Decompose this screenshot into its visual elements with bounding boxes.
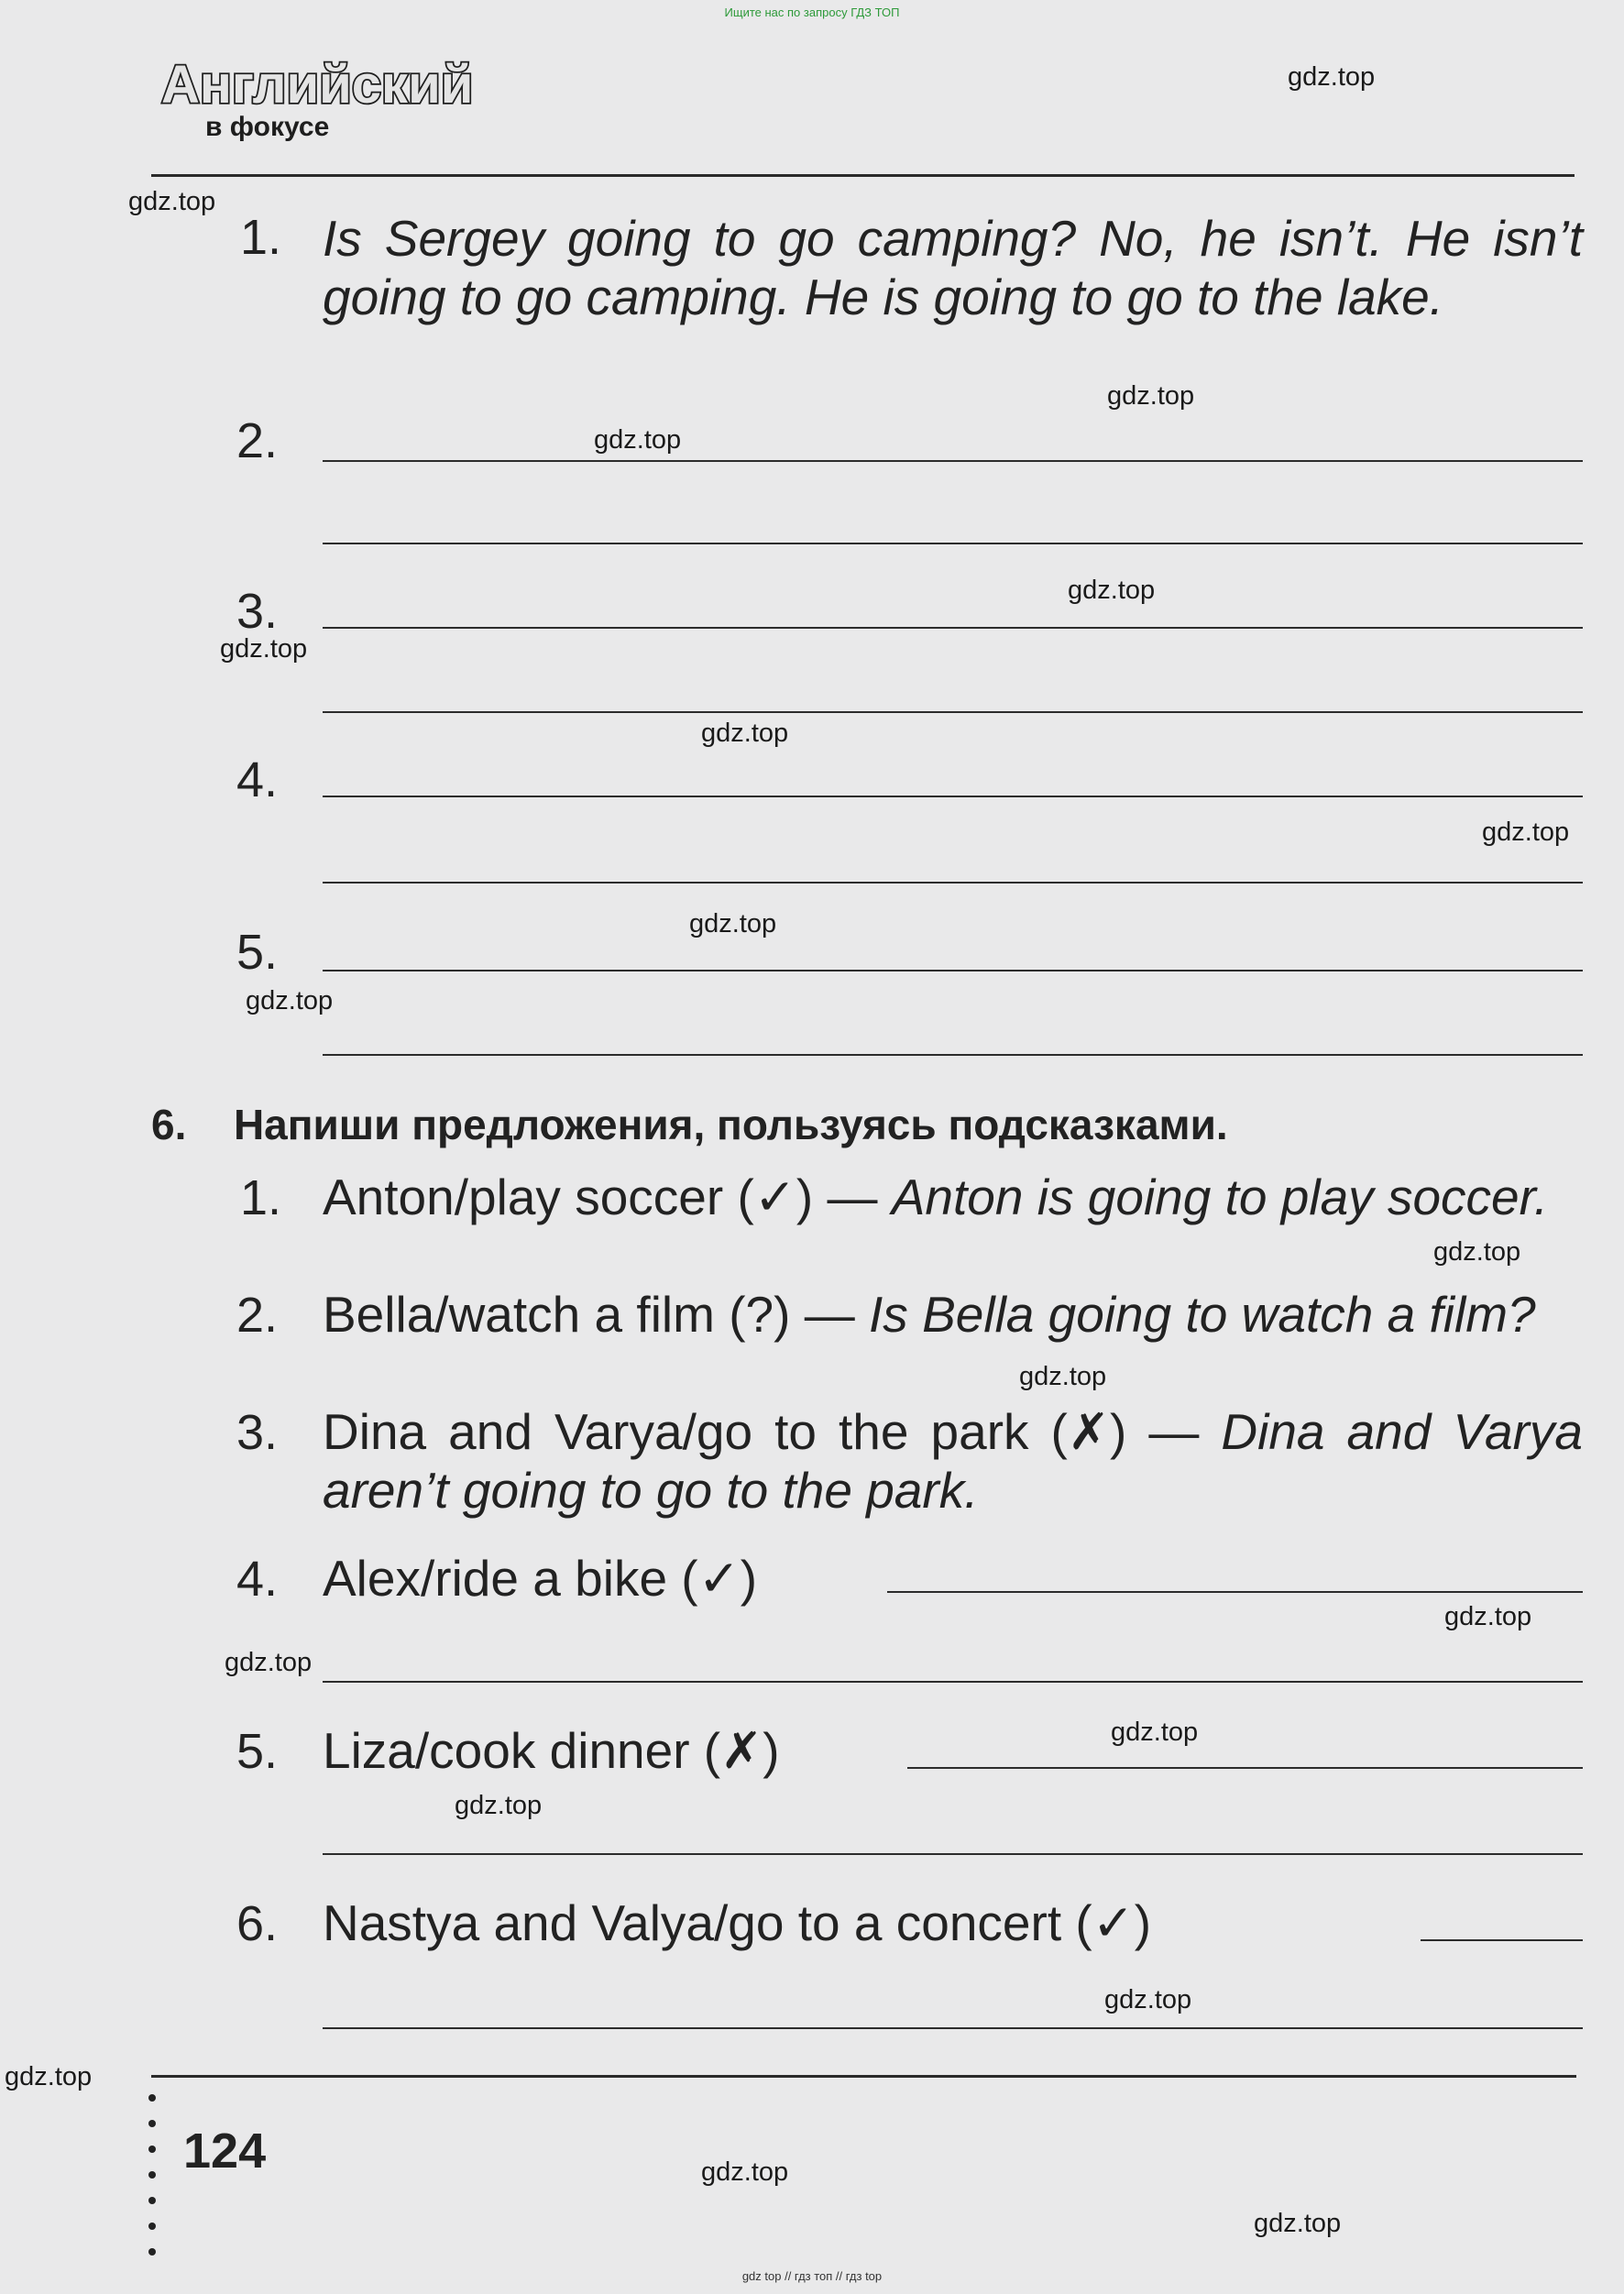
answer-line <box>887 1591 1583 1593</box>
header-rule <box>151 174 1575 177</box>
ex6-item-1-text <box>323 1168 1583 1226</box>
answer-line <box>323 1853 1583 1855</box>
watermark: gdz.top <box>1104 1985 1192 2014</box>
ex6-item-3-number: 3. <box>236 1405 279 1460</box>
watermark: gdz.top <box>1068 576 1156 605</box>
prev-item-5-number: 5. <box>236 925 279 980</box>
prev-item-3-number: 3. <box>236 584 279 639</box>
watermark: gdz.top <box>1433 1237 1521 1267</box>
watermark: gdz.top <box>455 1791 543 1820</box>
answer-line <box>323 2027 1583 2029</box>
ex6-item-2-prompt: Bella/watch a film (?) — <box>323 1286 855 1343</box>
watermark: gdz.top <box>1482 818 1570 847</box>
top-note: Ищите нас по запросу ГДЗ ТОП <box>724 5 900 19</box>
watermark: gdz.top <box>1288 62 1376 92</box>
ex6-item-5-prompt: Liza/cook dinner (✗) <box>323 1722 780 1779</box>
ex6-item-3-text <box>323 1402 1583 1520</box>
logo-subtitle: в фокусе <box>205 112 330 142</box>
answer-line <box>323 543 1583 544</box>
ex6-item-3-answer: Dina and Varya aren’t going to go to the park. <box>323 1403 1584 1519</box>
ex6-item-4-prompt: Alex/ride a bike (✓) <box>323 1550 758 1607</box>
ex6-item-2-answer: Is Bella going to watch a film? <box>869 1286 1536 1343</box>
answer-line <box>323 460 1583 462</box>
watermark: gdz.top <box>701 2157 789 2187</box>
ex6-item-2-number: 2. <box>236 1288 279 1343</box>
answer-line <box>323 1054 1583 1056</box>
ex6-item-4-number: 4. <box>236 1552 279 1607</box>
answer-line <box>907 1767 1583 1769</box>
page-number: 124 <box>183 2124 267 2179</box>
ex6-item-6-number: 6. <box>236 1896 279 1951</box>
watermark: gdz.top <box>1444 1602 1532 1631</box>
ex6-item-3-prompt: Dina and Varya/go to the park (✗) — <box>323 1403 1200 1460</box>
watermark: gdz.top <box>594 425 682 455</box>
answer-line <box>1421 1939 1583 1941</box>
watermark: gdz.top <box>1019 1362 1107 1391</box>
watermark: gdz.top <box>128 187 216 216</box>
watermark: gdz.top <box>246 986 334 1015</box>
answer-line <box>323 796 1583 797</box>
ex6-item-1-number: 1. <box>240 1170 282 1225</box>
prev-item-2-number: 2. <box>236 413 279 468</box>
prev-item-1-number: 1. <box>240 210 282 265</box>
answer-line <box>323 882 1583 884</box>
watermark: gdz.top <box>220 634 308 664</box>
watermark: gdz.top <box>225 1648 313 1677</box>
answer-line <box>323 711 1583 713</box>
watermark: gdz.top <box>701 719 789 748</box>
footer-note: gdz top // гдз топ // гдз top <box>741 2269 883 2283</box>
answer-line <box>323 970 1583 971</box>
answer-line <box>323 1681 1583 1683</box>
watermark: gdz.top <box>1107 381 1195 411</box>
book-logo <box>158 46 474 147</box>
exercise-6-number: 6. <box>151 1101 187 1148</box>
margin-dots-decoration <box>147 2085 158 2268</box>
ex6-item-2-text <box>323 1285 1583 1344</box>
footer-rule <box>151 2075 1576 2078</box>
ex6-item-5-number: 5. <box>236 1724 279 1779</box>
ex6-item-1-answer: Anton is going to play soccer. <box>891 1169 1549 1225</box>
watermark: gdz.top <box>689 909 777 938</box>
watermark: gdz.top <box>1254 2209 1342 2238</box>
prev-item-4-number: 4. <box>236 752 279 807</box>
watermark: gdz.top <box>1111 1718 1199 1747</box>
answer-line <box>323 627 1583 629</box>
watermark: gdz.top <box>5 2062 93 2091</box>
ex6-item-6-prompt: Nastya and Valya/go to a concert (✓) <box>323 1894 1152 1951</box>
ex6-item-1-prompt: Anton/play soccer (✓) — <box>323 1169 878 1225</box>
exercise-6-title: Напиши предложения, пользуясь подсказками. <box>233 1101 1228 1148</box>
exercise-6-heading <box>151 1100 1228 1149</box>
prev-item-1-answer: Is Sergey going to go camping? No, he isn’t. He isn’t going to go camping. He is going to go to the lake. <box>323 210 1583 325</box>
logo-title: Английский <box>161 55 474 115</box>
